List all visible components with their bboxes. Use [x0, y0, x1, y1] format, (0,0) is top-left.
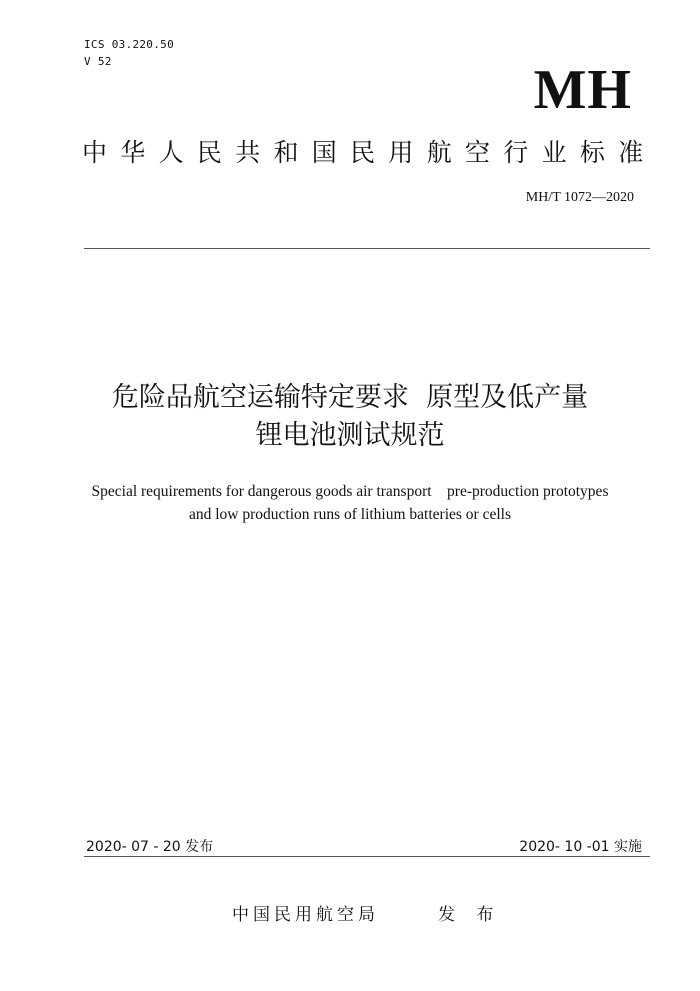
title-cn-line1: 危险品航空运输特定要求 原型及低产量	[111, 382, 589, 413]
issuing-authority: 中国民用航空局	[232, 905, 379, 925]
title-cn-line2: 锂电池测试规范	[255, 420, 445, 451]
title-en-line1: Special requirements for dangerous goods air transport pre-production prototypes	[91, 483, 609, 500]
standard-number: MH/T 1072—2020	[525, 190, 634, 205]
mh-logo: MH	[533, 59, 632, 121]
classification-codes	[84, 36, 174, 70]
issue-date: 2020- 07 - 20 发布	[86, 839, 214, 855]
title-en-line2: and low production runs of lithium batteries or cells	[189, 506, 511, 523]
ccs-code: V 52	[84, 55, 112, 68]
implementation-date: 2020- 10 -01 实施	[519, 839, 642, 855]
ics-code: ICS 03.220.50	[84, 38, 174, 51]
industry-standard-title: 中华人民共和国民用航空行业标准	[82, 138, 657, 167]
bottom-divider	[84, 856, 650, 857]
top-divider	[84, 248, 650, 249]
issue-label: 发 布	[438, 905, 502, 925]
